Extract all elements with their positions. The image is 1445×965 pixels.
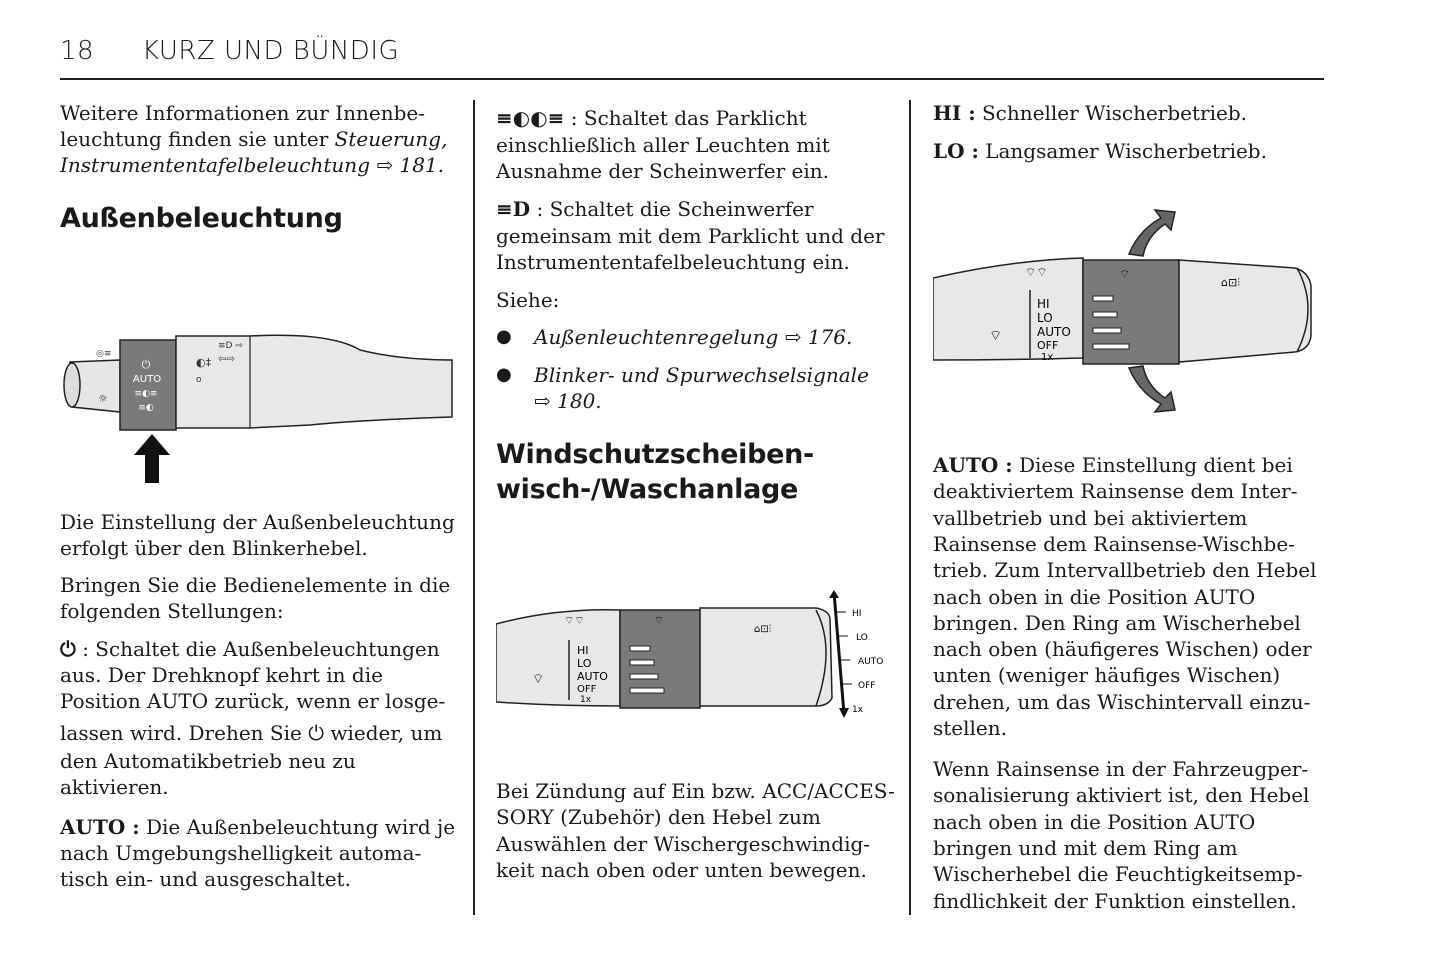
once-label: 1x	[580, 695, 592, 705]
once-label: 1x	[852, 705, 864, 715]
list-item	[534, 362, 894, 388]
body-line: vallbetrieb und bei aktiviertem	[933, 505, 1248, 530]
xref-link[interactable]: Außenleuchtenregelung	[534, 325, 779, 349]
hi-line: HI : Schneller Wischerbetrieb.	[933, 101, 1247, 125]
body-line: nach Umgebungshelligkeit automa-	[60, 841, 422, 865]
section-heading: Windschutzscheiben-	[496, 439, 814, 470]
intro-line: leuchtung finden sie unter Steuerung,	[60, 127, 448, 151]
xref-link[interactable]: Steuerung,	[334, 127, 448, 151]
washer-icon: ⌔⌔	[1025, 265, 1048, 279]
body-line: erfolgt über den Blinkerhebel.	[60, 536, 368, 560]
body-line: keit nach oben oder unten bewegen.	[496, 858, 867, 882]
section-heading: wisch-/Waschanlage	[496, 474, 799, 505]
turn-signal-icon: ⇦⇨	[218, 354, 235, 365]
hi-label: HI	[1037, 297, 1050, 311]
body-line: gemeinsam mit dem Parklicht und der	[496, 224, 885, 248]
lo-label: LO	[856, 633, 868, 643]
body-line: deaktiviertem Rainsense dem Inter-	[933, 479, 1298, 504]
lo-label: LO	[577, 657, 592, 670]
page-number: 18	[60, 36, 95, 66]
body-line: Wenn Rainsense in der Fahrzeugper-	[933, 757, 1309, 781]
rear-wiper-icon: ⌔	[1119, 267, 1131, 281]
off-line: ⏻ : Schaltet die Außenbeleuchtungen	[60, 637, 440, 661]
body-line: Position AUTO zurück, wenn er losge-	[60, 689, 446, 713]
rear-washer-icon: ⌂⊡⫶	[1221, 276, 1240, 289]
body-line: Wischerhebel die Feuchtigkeitsemp-	[933, 862, 1303, 887]
lo-line: LO : Langsamer Wischerbetrieb.	[933, 139, 1267, 163]
body-line: Bei Zündung auf Ein bzw. ACC/ACCES-	[496, 779, 895, 803]
page-ref[interactable]: 176.	[807, 325, 853, 349]
light-lever-figure	[60, 332, 460, 492]
body-line: den Automatikbetrieb neu zu	[60, 749, 356, 773]
intro-line: Weitere Informationen zur Innenbe-	[60, 101, 425, 125]
lo-label: LO	[1037, 311, 1053, 325]
page-ref[interactable]: 181	[399, 153, 438, 177]
body-line: bringen und mit dem Ring am	[933, 835, 1238, 860]
up-arrow-icon	[134, 434, 170, 483]
down-arrow-icon	[839, 708, 849, 718]
body-line: drehen, um das Wischintervall einzu-	[933, 689, 1311, 714]
body-line: einschließlich aller Leuchten mit	[496, 133, 830, 157]
headlight-icon: ≡D	[496, 197, 531, 221]
auto-label: AUTO	[1037, 325, 1071, 339]
up-arrow-icon	[829, 590, 839, 598]
body-line: sonalisierung aktiviert ist, den Hebel	[933, 783, 1310, 808]
body-line: unten (weniger häufiges Wischen)	[933, 663, 1281, 688]
list-item: Außenleuchtenregelung ⇨ 176.	[534, 325, 853, 349]
off-label: OFF	[858, 681, 876, 691]
body-line: Rainsense dem Rainsense-Wischbe-	[933, 531, 1295, 556]
parking-light-icon: ≡◐≡	[134, 389, 158, 399]
power-icon: ⏻	[60, 637, 76, 661]
body-line: Instrumententafelbeleuchtung ein.	[496, 250, 850, 274]
body-line: lassen wird. Drehen Sie ⏻ wieder, um	[60, 721, 443, 745]
wiper-ring-figure	[933, 208, 1333, 418]
off-label: OFF	[1037, 339, 1059, 352]
interior-light-icon: ◎≡	[96, 349, 112, 359]
washer-icon: ⌔⌔	[564, 614, 585, 627]
rotate-up-arrow-icon	[1129, 210, 1175, 256]
once-label: 1x	[1041, 352, 1054, 363]
windshield-wiper-icon: ⌔	[989, 328, 1003, 344]
fog-light-icon: ◐‡	[196, 356, 212, 369]
rear-washer-icon: ⌂⊡⫶	[754, 624, 772, 635]
xref-link[interactable]: Instrumententafelbeleuchtung	[60, 153, 370, 177]
off-label: OFF	[577, 684, 597, 695]
power-icon: ⏻	[141, 358, 151, 371]
body-line: Die Einstellung der Außenbeleuchtung	[60, 510, 455, 534]
body-line: Ausnahme der Scheinwerfer ein.	[496, 159, 830, 183]
park-line: ≡◐◐≡ : Schaltet das Parklicht	[496, 106, 807, 130]
bullet-icon: ●	[496, 326, 512, 347]
power-icon: ⏻	[308, 721, 325, 745]
auto-label: AUTO	[577, 670, 608, 683]
page-ref-icon: ⇨	[376, 153, 394, 177]
auto-line: AUTO : Die Außenbeleuchtung wird je	[60, 815, 456, 839]
body-line: nach oben (häufigeres Wischen) oder	[933, 637, 1312, 662]
high-beam-icon: ≡D ⇨	[218, 341, 243, 351]
auto-label: AUTO	[858, 657, 884, 667]
sun-icon: ☼	[98, 392, 108, 405]
body-line: SORY (Zubehör) den Hebel zum	[496, 805, 821, 829]
body-line: tisch ein- und ausgeschaltet.	[60, 867, 351, 891]
body-line: Siehe:	[496, 288, 560, 312]
intro-line: Instrumententafelbeleuchtung ⇨ 181.	[60, 153, 445, 177]
headlight-icon: ≡◐	[138, 403, 154, 413]
body-line: stellen.	[933, 716, 1008, 740]
rear-wiper-icon: ⌔	[654, 614, 665, 627]
page-ref[interactable]: 180.	[557, 389, 602, 413]
indicator-dot-icon: o	[196, 375, 202, 385]
hi-label: HI	[852, 609, 862, 619]
parking-light-icon: ≡◐◐≡	[496, 106, 565, 130]
bullet-icon: ●	[496, 364, 512, 385]
body-line: findlichkeit der Funktion einstellen.	[933, 888, 1297, 913]
wiper-lever-figure	[496, 588, 896, 738]
body-line: AUTO : Diese Einstellung dient bei	[933, 453, 1293, 477]
hi-label: HI	[577, 644, 589, 657]
headlight-line: ≡D : Schaltet die Scheinwerfer	[496, 197, 814, 221]
page-header	[60, 34, 1324, 80]
chapter-title: KURZ UND BÜNDIG	[142, 36, 400, 66]
auto-label: AUTO	[132, 374, 162, 385]
body-line: aus. Der Drehknopf kehrt in die	[60, 663, 383, 687]
column-divider	[909, 100, 911, 915]
body-line: Auswählen der Wischergeschwindig-	[496, 832, 871, 856]
xref-link[interactable]: Blinker- und Spurwechselsignale	[534, 363, 869, 387]
section-heading: Außenbeleuchtung	[60, 203, 343, 234]
body-line: nach oben in die Position AUTO	[933, 809, 1256, 834]
body-line: Bringen Sie die Bedienelemente in die	[60, 573, 451, 597]
rotate-down-arrow-icon	[1129, 366, 1175, 412]
body-line: aktivieren.	[60, 775, 169, 799]
column-divider	[473, 100, 475, 915]
body-line: bringen. Den Ring am Wischerhebel	[933, 610, 1301, 635]
windshield-wiper-icon: ⌔	[532, 672, 545, 687]
body-line: nach oben in die Position AUTO	[933, 584, 1256, 609]
body-line: trieb. Zum Intervallbetrieb den Hebel	[933, 558, 1317, 583]
list-item: ⇨ 180.	[534, 389, 602, 413]
body-line: folgenden Stellungen:	[60, 599, 284, 623]
